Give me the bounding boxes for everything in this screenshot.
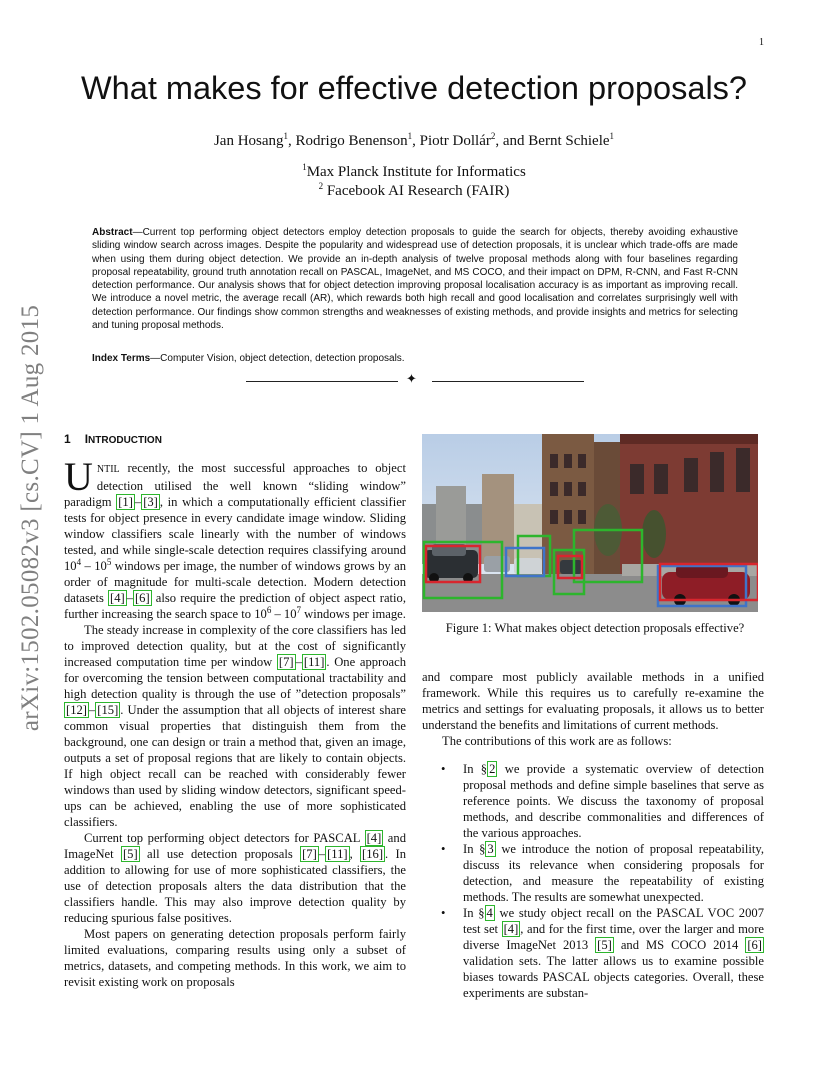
author: Bernt Schiele (528, 133, 610, 149)
paragraph: The steady increase in complexity of the core classifiers has led to improved detection quality, but at the cost of significantly increased computation time per window [7] – [11] . One approach for overcoming the tension between computational tractability and high detection quality is through the use of ”detection proposals” [12] – [15] . Under the assumption that all objects of interest share common visual properties that distinguish them from the background, one can design or train a method that, given an image, outputs a set of proposal regions that are likely to contain objects. If high object recall can be reached with considerably fewer windows than used by sliding window detectors, significant speed-ups can be achieved, enabling the use of more sophisticated classifiers. (64, 623, 407, 829)
list-item: • In § 4 we study object recall on the PASCAL VOC 2007 test set [4] , and for the first time, over the larger and more diverse ImageNet 2013 [5] and MS COCO 2014 [6] validation sets. The latter allows us to examine possible biases towards PASCAL objects categories. Overall, these experiments are substan- (422, 905, 764, 1001)
citation-link[interactable]: [6] (747, 938, 762, 952)
section-heading-introduction: 1 INTRODUCTION (64, 432, 162, 446)
section-link[interactable]: 3 (487, 842, 494, 856)
section-link[interactable]: 4 (486, 906, 493, 920)
paper-title: What makes for effective detection proposals? (81, 70, 747, 106)
index-terms-label: Index Terms (92, 353, 151, 364)
citation-link[interactable]: [15] (97, 703, 119, 717)
body-column-left (64, 454, 407, 990)
citation-link[interactable]: [5] (597, 938, 612, 952)
citation-link[interactable]: [4] (503, 922, 519, 936)
citation-link[interactable]: [7] (302, 847, 317, 861)
affiliation: $^1$Max Planck Institute for Informatics (302, 162, 526, 180)
citation-link[interactable]: [16] (362, 847, 384, 861)
author: Rodrigo Benenson (295, 133, 408, 149)
citation-link[interactable]: [11] (327, 847, 348, 861)
citation-link[interactable]: [11] (303, 655, 325, 669)
arxiv-identifier: arXiv:1502.05082v3 [cs.CV] 1 Aug 2015 (17, 304, 44, 732)
drop-cap: U (64, 454, 93, 499)
divider-star-icon: ✦ (406, 371, 417, 386)
figure-caption: Figure 1: What makes object detection proposals effective? (445, 621, 745, 635)
abstract: Abstract—Current top performing object detectors employ detection proposals to guide the search for objects, thereby avoiding exhaustive sliding window search across images. Despite the popularity and widespread use of detection proposals, it is unclear which trade-offs are made when using them during object detection. We provide an in-depth analysis of twelve proposal methods along with four baselines regarding proposal repeatability, ground truth annotation recall on PASCAL, ImageNet, and MS COCO, and their impact on DPM, R-CNN, and Fast R-CNN detection performance. Our analysis shows that for object detection improving proposal localisation accuracy is as important as improving recall. We introduce a novel metric, the average recall (AR), which rewards both high recall and good localisation and correlates surprisingly well with detection performance. Our findings show common strengths and weaknesses of existing methods, and provide insights and metrics for selecting and tuning proposal methods. (92, 227, 738, 331)
citation-link[interactable]: [7] (278, 655, 294, 669)
paragraph: Most papers on generating detection proposals perform fairly limited evaluations, comparing results using only a subset of metrics, datasets, and competing methods. In this work, we aim to revisit existing work on proposals (64, 927, 406, 989)
author-list: Jan Hosang$^1$, Rodrigo Benenson$^1$, Piotr Dollár$^2$, and Bernt Schiele$^1$ (213, 131, 615, 149)
citation-link[interactable]: [12] (66, 703, 87, 717)
citation-link[interactable]: [5] (122, 847, 138, 861)
contributions-list (422, 761, 764, 1001)
citation-link[interactable]: [1] (118, 495, 133, 509)
abstract-label: Abstract (92, 227, 133, 238)
index-terms: Index Terms—Computer Vision, object detection, detection proposals. (92, 353, 405, 364)
paragraph: UNTIL recently, the most successful approaches to object detection utilised the well known “sliding window” paradigm [1] – [3] , in which a computationally efficient classifier tests for object presence in every candidate image window. Sliding window classifiers scale linearly with the number of windows tested, and while single-scale detection requires classifying around $10^4 - 10^5$ windows per image, the number of windows grows by an order of magnitude for multi-scale detection. Modern detection datasets [4] – [6] also require the prediction of object aspect ratio, further increasing the search space to $10^6 - 10^7$ windows per image. (64, 454, 406, 621)
car (560, 560, 582, 574)
building (482, 474, 514, 564)
tree (642, 510, 666, 558)
citation-link[interactable]: [6] (134, 591, 150, 605)
paragraph: The contributions of this work are as follows: (442, 734, 672, 748)
list-item: • In § 2 we provide a systematic overview of detection proposal methods and define simple baselines that serve as reference points. We discuss the taxonomy of proposal methods, and describe commonalities and differences of the various approaches. (422, 761, 764, 841)
citation-link[interactable]: [4] (366, 831, 382, 845)
list-item: • In § 3 we introduce the notion of proposal repeatability, discuss its relevance when considering proposals for detection, and measure the repeatability of existing methods. The results are somewhat unexpected. (422, 841, 764, 905)
citation-link[interactable]: [3] (143, 495, 158, 509)
citation-link[interactable]: [4] (110, 591, 125, 605)
body-column-right (422, 669, 764, 1001)
author: Jan Hosang (213, 133, 284, 149)
building (620, 434, 758, 444)
figure-street-scene (422, 434, 758, 612)
affiliation: $^2$ Facebook AI Research (FAIR) (318, 181, 510, 199)
author: Piotr Dollár (419, 133, 491, 149)
section-link[interactable]: 2 (489, 762, 496, 776)
page-number: 1 (759, 37, 764, 48)
paragraph: Current top performing object detectors for PASCAL [4] and ImageNet [5] all use detection proposals [7] – [11] , [16] . In addition to allowing for use of more sophisticated classifiers, the use of detection proposals alters the data distribution that the classifiers handle. This may also improve detection quality by reducing spurious false positives. (64, 831, 406, 925)
paragraph: and compare most publicly available methods in a unified framework. While this requires us to carefully re-examine the metrics and settings for evaluating proposals, it allows us to better understand the benefits and limitations of current methods. (422, 670, 764, 732)
section-divider (246, 371, 584, 388)
